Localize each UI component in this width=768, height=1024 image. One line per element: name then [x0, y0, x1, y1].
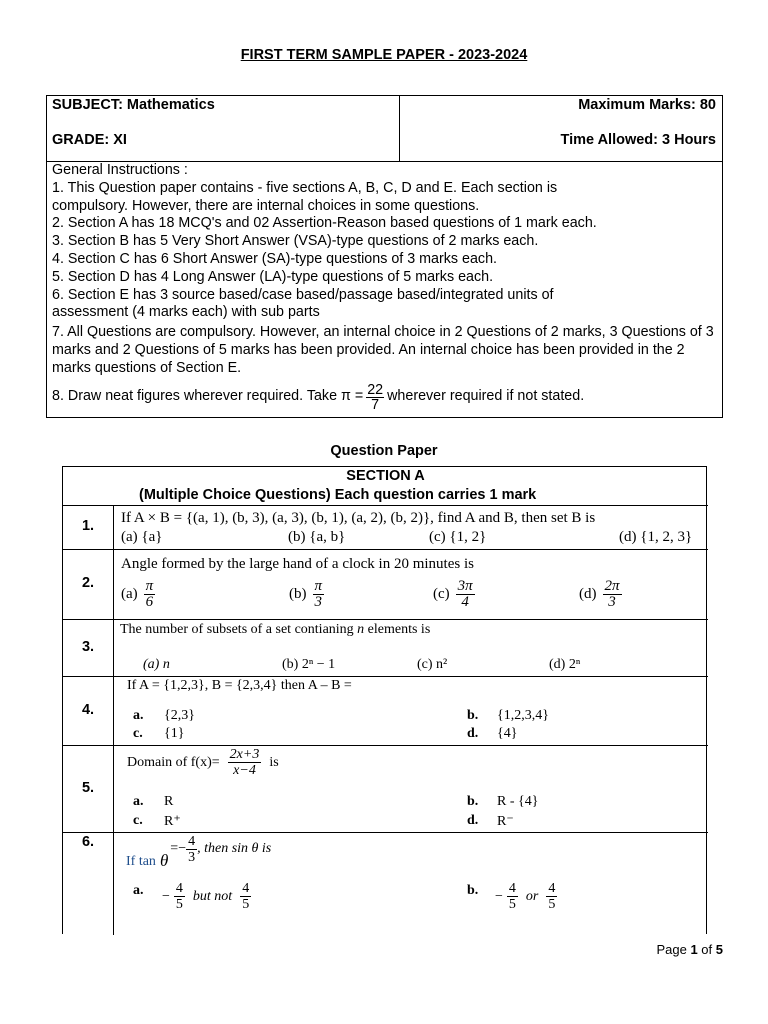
fraction-den: 3	[188, 849, 196, 865]
fraction-den: 3	[608, 594, 616, 610]
row-separator	[63, 505, 708, 506]
instruction-1: 1. This Question paper contains - five sections A, B, C, D and E. Each section is compulsory. However, there are internal choices in some questions.	[52, 179, 558, 214]
fraction-num: 4	[188, 833, 196, 849]
fraction-den: 4	[461, 594, 469, 610]
option-value: R	[164, 794, 174, 809]
question-variable: n	[357, 622, 365, 637]
fraction-num: 3π	[457, 578, 473, 594]
instruction-7: 7. All Questions are compulsory. However, an internal choice in 2 Questions of 2 marks, 3 Questions of 3 marks and 2 Questions of 5 marks has been provided. An internal choice has been provided in the 2 marks questions of Section E.	[52, 324, 714, 376]
option	[121, 579, 155, 610]
option-label: a.	[133, 794, 144, 809]
fraction-num: π	[314, 578, 323, 594]
instruction-8-post: wherever required if not stated.	[387, 388, 585, 405]
question-text: If A = {1,2,3}, B = {2,3,4} then A – B =	[127, 678, 352, 693]
option-label: b.	[467, 708, 479, 723]
question-text: If A × B = {(a, 1), (b, 3), (a, 3), (b, 1), (a, 2), (b, 2)}, find A and B, then set B is	[121, 510, 596, 526]
option-value: {2,3}	[164, 708, 195, 723]
tan-fraction	[186, 834, 197, 865]
instruction-5: 5. Section D has 4 Long Answer (LA)-type questions of 5 marks each.	[52, 268, 494, 285]
paper-title: FIRST TERM SAMPLE PAPER - 2023-2024	[240, 47, 528, 63]
option: (d) 2ⁿ	[549, 657, 581, 672]
pi-fraction-num: 22	[367, 381, 384, 398]
option: (c) {1, 2}	[429, 529, 487, 545]
question-number: 3.	[81, 639, 95, 655]
row-separator	[63, 745, 708, 746]
fraction-num: 4	[508, 881, 516, 896]
instructions-heading: General Instructions :	[52, 162, 188, 178]
page-of: of	[701, 942, 713, 957]
page-total: 5	[715, 942, 723, 957]
row-separator	[63, 619, 708, 620]
fraction-den: 3	[314, 594, 322, 610]
option-connector: but not	[192, 888, 233, 904]
pi-fraction-den: 7	[371, 396, 380, 413]
fraction-den: 5	[508, 897, 516, 912]
option-label: c.	[133, 726, 143, 741]
question-text	[126, 833, 271, 871]
option-label: (d)	[579, 586, 597, 602]
theta-symbol: θ	[159, 851, 169, 870]
instruction-3: 3. Section B has 5 Very Short Answer (VSA)-type questions of 2 marks each.	[52, 233, 539, 250]
question-text-post: elements is	[364, 622, 431, 637]
option-fraction	[174, 881, 185, 912]
fraction-den: 5	[175, 897, 183, 912]
fraction-num: 4	[242, 881, 250, 896]
instruction-4: 4. Section C has 6 Short Answer (SA)-type questions of 3 marks each.	[52, 250, 498, 267]
option: (a) {a}	[121, 529, 163, 545]
fraction-den: 6	[145, 594, 154, 610]
general-instructions	[46, 161, 723, 418]
option-label: b.	[467, 883, 479, 898]
option-label: d.	[467, 726, 479, 741]
option-label: c.	[133, 813, 143, 828]
option	[433, 579, 475, 610]
option-label: a.	[133, 883, 144, 898]
pi-fraction	[366, 383, 384, 412]
option-fraction	[240, 881, 251, 912]
fraction-den: 5	[548, 897, 556, 912]
fraction-num: 4	[175, 881, 183, 896]
option-label: (a)	[121, 586, 138, 602]
option-value: − $\frac{4}{5}$ but not $\frac{4}{5}$	[162, 881, 250, 912]
option-value: {1}	[164, 726, 185, 741]
question-text-pre: Domain of f(x)=	[127, 754, 220, 770]
max-marks-label: Maximum Marks: 80	[578, 97, 716, 113]
instruction-8	[52, 383, 722, 412]
option-fraction	[507, 881, 518, 912]
option: (d) {1, 2, 3}	[619, 529, 693, 545]
header-divider	[399, 96, 400, 161]
option-label: b.	[467, 794, 479, 809]
option-value: {1,2,3,4}	[497, 708, 549, 723]
time-allowed-label: Time Allowed: 3 Hours	[560, 132, 716, 148]
row-separator	[63, 549, 708, 550]
question-number: 5.	[81, 780, 95, 796]
grade-label: GRADE: XI	[52, 132, 127, 148]
subject-label: SUBJECT: Mathematics	[52, 97, 215, 113]
question-number: 2.	[81, 575, 95, 591]
option-label: d.	[467, 813, 479, 828]
page-number: 1	[690, 942, 698, 957]
instruction-2: 2. Section A has 18 MCQ's and 02 Assertion-Reason based questions of 1 mark each.	[52, 215, 597, 232]
option: (c) n²	[417, 657, 448, 672]
question-text-pre: If tan	[126, 854, 156, 869]
fraction-den: 5	[242, 897, 250, 912]
option-label: (b)	[289, 586, 307, 602]
option-connector: or	[525, 888, 539, 904]
option: (b) {a, b}	[288, 529, 346, 545]
option-value: {4}	[497, 726, 518, 741]
option-fraction	[603, 579, 622, 610]
option: (b) 2ⁿ − 1	[282, 657, 336, 672]
question-text	[120, 622, 430, 638]
instruction-6: 6. Section E has 3 source based/case based/passage based/integrated units of assessment (4 marks each) with sub parts	[52, 286, 554, 321]
option-fraction	[144, 579, 156, 610]
option: (a) n	[143, 657, 170, 672]
fraction-num: 2π	[604, 578, 620, 594]
question-number: 6.	[81, 834, 95, 850]
option-fraction	[313, 579, 325, 610]
equals-minus: =−	[170, 841, 187, 856]
instruction-8-pre: 8. Draw neat figures wherever required. Take π =	[52, 388, 364, 405]
option-value: R - {4}	[497, 794, 539, 809]
page-label: Page	[656, 942, 687, 957]
fraction-num: 4	[548, 881, 556, 896]
question-text	[127, 747, 279, 778]
option	[579, 579, 622, 610]
option-label: (c)	[433, 586, 450, 602]
question-text-post: , then sin θ is	[197, 841, 272, 856]
option-fraction	[546, 881, 557, 912]
question-text-post: is	[269, 754, 279, 770]
question-text-pre: The number of subsets of a set contianing	[120, 622, 358, 637]
fraction-den: x−4	[233, 763, 256, 778]
question-text: Angle formed by the large hand of a clock in 20 minutes is	[121, 556, 474, 572]
domain-fraction	[228, 747, 262, 778]
option	[289, 579, 324, 610]
option-label: a.	[133, 708, 144, 723]
option-value: − $\frac{4}{5}$ or $\frac{4}{5}$	[495, 881, 556, 912]
fraction-num: π	[145, 578, 154, 594]
option-value: R⁻	[497, 814, 514, 829]
question-number: 1.	[81, 518, 95, 534]
number-column-divider	[113, 505, 114, 935]
question-table	[62, 466, 707, 934]
option-fraction	[456, 579, 475, 610]
question-paper-title: Question Paper	[330, 443, 438, 459]
question-number: 4.	[81, 702, 95, 718]
section-subtitle: (Multiple Choice Questions) Each question carries 1 mark	[139, 487, 537, 503]
row-separator	[63, 676, 708, 677]
fraction-num: 2x+3	[229, 747, 260, 762]
section-title: SECTION A	[346, 468, 425, 484]
header-box	[46, 95, 723, 162]
option-value: R⁺	[164, 814, 181, 829]
page-footer	[656, 942, 723, 957]
